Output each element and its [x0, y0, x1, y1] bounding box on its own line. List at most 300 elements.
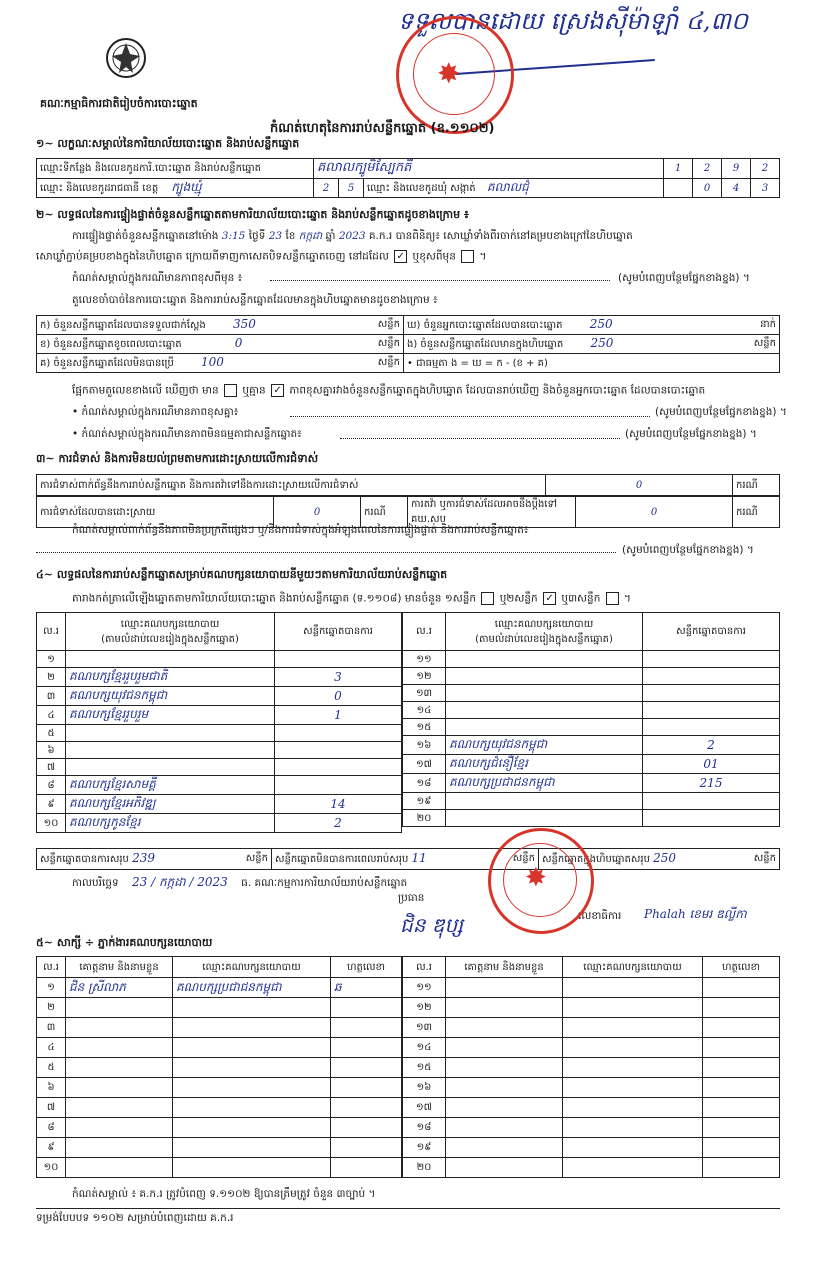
- result-right-party-cell: [446, 702, 643, 719]
- result-right-party-cell: [446, 651, 643, 668]
- result-right-row: [403, 755, 780, 774]
- witness-left-name-cell: [66, 1118, 173, 1138]
- footer-divider: [36, 1208, 780, 1209]
- figure-row-c: [37, 354, 404, 373]
- tally-sheets-line: តារាងកត់ត្រាលើឡើងឆ្នោតតាមការិយាល័យបោះឆ្នោត និងរាប់សន្លឹកឆ្នោត (ទ.១១០៨) មានចំនួន ១សន្លឹក ឬ២សន្លឹក ✓ ឬ៣សន្លឹក ។: [72, 592, 631, 605]
- witness-right-name-cell: [446, 1098, 563, 1118]
- figure-d-unit: នាក់: [760, 319, 776, 330]
- resolved-label: ការជំទាស់ដែលបានដោះស្រាយ: [37, 497, 274, 528]
- result-left-row: [37, 814, 402, 833]
- witness-right-sign-cell: [703, 998, 780, 1018]
- result-left-party-cell: គណបក្សខ្មែរសាមគ្គី: [66, 776, 275, 795]
- verification-year: 2023: [338, 230, 366, 242]
- commune-cell: [364, 179, 664, 198]
- witness-left-name-cell: [66, 1018, 173, 1038]
- figure-a-value: 350: [232, 317, 256, 331]
- result-right-row: [403, 774, 780, 793]
- witness-right-no-cell: ២០: [403, 1158, 446, 1178]
- results-table-left: [36, 612, 402, 833]
- witness-left-no-cell: ៦: [37, 1078, 66, 1098]
- witness-right-sign-cell: [703, 1138, 780, 1158]
- figure-b-label: ខ) ចំនួនសន្លឹកឆ្នោតខូចពេលបោះឆ្នោត: [40, 339, 182, 350]
- nec-logo: [104, 34, 148, 84]
- wrong-checkbox[interactable]: [461, 250, 474, 263]
- col-party: [66, 613, 275, 651]
- witness-left-sign-cell: ឆ: [331, 978, 402, 998]
- col-votes: សន្លឹកឆ្នោតបានការ: [275, 613, 402, 651]
- result-left-votes-cell: 2: [275, 814, 402, 833]
- chair-signature: ជិន ឌុប្ស: [400, 913, 464, 937]
- result-left-no-cell: ៨: [37, 776, 66, 795]
- witness-left-party-cell: [173, 1058, 331, 1078]
- discrepancy-line: [72, 384, 705, 400]
- result-left-party-cell: [66, 725, 275, 742]
- witness-left-row: [37, 1098, 402, 1118]
- result-left-no-cell: ៧: [37, 759, 66, 776]
- commune-value: គលាលជុំ: [486, 180, 529, 194]
- witness-left-sign-cell: [331, 1158, 402, 1178]
- witness-table-left: [36, 956, 402, 1178]
- witness-left-no-cell: ១០: [37, 1158, 66, 1178]
- verification-text-a: ការផ្ទៀងផ្ទាត់ចំនួនសន្លឹកឆ្នោតនៅម៉ោង: [72, 230, 219, 242]
- section2-heading: ២~ លទ្ធផលនៃការផ្ទៀងផ្ទាត់ចំនួនសន្លឹកឆ្នោតតាមការិយាល័យបោះឆ្នោត និងរាប់សន្លឹកឆ្នោតដូចខាងក្រោម ៖: [36, 208, 469, 221]
- result-left-row: [37, 795, 402, 814]
- result-left-row: [37, 776, 402, 795]
- total-box-value: 250: [653, 851, 677, 865]
- commission-name: គណៈកម្មាធិការជាតិរៀបចំការបោះឆ្នោត: [40, 97, 198, 110]
- col-party-right: [446, 613, 643, 651]
- witness-right-party-cell: [563, 998, 703, 1018]
- result-right-votes-cell: [643, 668, 780, 685]
- result-right-row: [403, 736, 780, 755]
- result-left-votes-cell: [275, 759, 402, 776]
- figure-row-e: [404, 335, 780, 354]
- witness-right-name-cell: [446, 1058, 563, 1078]
- witness-right-party-cell: [563, 1058, 703, 1078]
- wit-col-name-right: គោត្តនាម និងនាមខ្លួន: [446, 957, 563, 978]
- result-right-no-cell: ២០: [403, 810, 446, 827]
- witness-right-row: [403, 978, 780, 998]
- witness-right-party-cell: [563, 1038, 703, 1058]
- complaints-unit: ករណី: [733, 475, 780, 496]
- result-left-party-cell: [66, 759, 275, 776]
- result-left-row: [37, 725, 402, 742]
- difference-note-backside: (សូមបំពេញបន្ថែមផ្នែកខាងខ្នង) ។: [618, 272, 750, 284]
- result-left-party-cell: គណបក្សយុវជនកម្ពុជា: [66, 687, 275, 706]
- complaints-table: [36, 474, 780, 496]
- witness-right-party-cell: [563, 978, 703, 998]
- witness-left-no-cell: ៩: [37, 1138, 66, 1158]
- result-right-votes-cell: 01: [643, 755, 780, 774]
- same-checkbox[interactable]: ✓: [394, 250, 407, 263]
- complaints-value: 0: [546, 475, 733, 496]
- verification-month: កក្កដា: [298, 230, 323, 242]
- total-valid-unit: សន្លឹក: [245, 853, 268, 864]
- result-left-row: [37, 687, 402, 706]
- signed-by: ធ. គណៈកម្មការការិយាល័យរាប់សន្លឹកឆ្នោត: [241, 877, 408, 889]
- witness-right-row: [403, 1078, 780, 1098]
- figure-b-value: 0: [234, 336, 243, 350]
- figure-e-label: ង) ចំនួនសន្លឹកឆ្នោតដែលមានក្នុងហិបឆ្នោត: [407, 339, 564, 350]
- result-right-no-cell: ១៤: [403, 702, 446, 719]
- witness-right-name-cell: [446, 1158, 563, 1178]
- location-code-4: 2: [751, 159, 780, 179]
- result-right-party-cell: [446, 719, 643, 736]
- result-left-votes-cell: 3: [275, 668, 402, 687]
- witness-right-party-cell: [563, 1098, 703, 1118]
- secretary-label: លេខាធិការ: [578, 910, 622, 922]
- figure-c-unit: សន្លឹក: [377, 357, 400, 368]
- figure-a-unit: សន្លឹក: [377, 319, 400, 330]
- total-valid-cell: [37, 849, 272, 870]
- totals-table: [36, 848, 780, 870]
- irregularity-dots: [36, 552, 616, 553]
- witness-left-sign-cell: [331, 1098, 402, 1118]
- witness-left-no-cell: ៨: [37, 1118, 66, 1138]
- result-right-party-cell: [446, 793, 643, 810]
- result-left-votes-cell: [275, 776, 402, 795]
- figure-row-b: [37, 335, 404, 354]
- handwritten-header: ទទួលបានដោយ ស្រេងស៊ីម៉ាឡាំ ៤,៣០: [398, 7, 748, 35]
- witness-left-sign-cell: [331, 1078, 402, 1098]
- witness-right-party-cell: [563, 1138, 703, 1158]
- bullet-difference-backside: (សូមបំពេញបន្ថែមផ្នែកខាងខ្នង) ។: [655, 406, 787, 418]
- discrepancy-text-c: ភាពខុសគ្នារវាងចំនួនសន្លឹកឆ្នោតក្នុងហិបឆ្នោត ដែលបានរាប់ឃើញ និងចំនួនអ្នកបោះឆ្នោត ដែលបានបោះឆ្នោត: [289, 384, 706, 397]
- witness-left-no-cell: ៣: [37, 1018, 66, 1038]
- witness-right-no-cell: ១៣: [403, 1018, 446, 1038]
- date-value: 23 / កក្កដា / 2023: [132, 875, 228, 889]
- result-right-party-cell: [446, 685, 643, 702]
- witness-left-sign-cell: [331, 1118, 402, 1138]
- province-label: [37, 179, 314, 198]
- tally-intro: តារាងកត់ត្រាលើឡើងឆ្នោតតាមការិយាល័យបោះឆ្នោត និងរាប់សន្លឹកឆ្នោត (ទ.១១០៨) មានចំនួន ១សន្លឹក: [72, 592, 477, 605]
- witness-left-sign-cell: [331, 1038, 402, 1058]
- witness-left-name-cell: ជិន ស្រីលាភ: [66, 978, 173, 998]
- result-right-no-cell: ១៩: [403, 793, 446, 810]
- discrepancy-no-checkbox[interactable]: ✓: [271, 384, 284, 397]
- witness-left-no-cell: ៤: [37, 1038, 66, 1058]
- witness-left-row: [37, 1158, 402, 1178]
- witness-right-no-cell: ១៨: [403, 1118, 446, 1138]
- result-right-row: [403, 719, 780, 736]
- result-left-votes-cell: 14: [275, 795, 402, 814]
- witness-right-sign-cell: [703, 1118, 780, 1138]
- result-left-no-cell: ៩: [37, 795, 66, 814]
- result-right-party-cell: គណបក្សប្រជាជនកម្ពុជា: [446, 774, 643, 793]
- figure-row-d: [404, 316, 780, 335]
- result-left-party-cell: [66, 651, 275, 668]
- bullet-abnormal-backside: (សូមបំពេញបន្ថែមផ្នែកខាងខ្នង) ។: [625, 428, 757, 440]
- result-right-row: [403, 685, 780, 702]
- witness-right-party-cell: [563, 1118, 703, 1138]
- appeal-label: ការតវ៉ា ឬការជំទាស់ដែលអាចនឹងប្តឹងទៅ គឃ.សប: [408, 497, 576, 528]
- verification-text-b: គ.ក.រ បានពិនិត្យ៖ សោឃ្លាំទាំងពីរចាក់នៅគម្របខាងក្រៅនៃហិបឆ្នោត: [368, 230, 633, 242]
- result-right-party-cell: គណបក្សជំនឿខ្មែរ: [446, 755, 643, 774]
- secretary-name: Phalah ខេមរ ឌល្លីកា: [644, 907, 747, 921]
- complaints-label: ការជំទាស់ពាក់ព័ន្ធនឹងការរាប់សន្លឹកឆ្នោត និងការតវ៉ាទៅនឹងការដោះស្រាយលើការជំទាស់: [37, 475, 546, 496]
- result-left-votes-cell: 1: [275, 706, 402, 725]
- witness-right-no-cell: ១៤: [403, 1038, 446, 1058]
- witness-right-row: [403, 1058, 780, 1078]
- witness-left-row: [37, 1058, 402, 1078]
- result-right-party-cell: គណបក្សយុវជនកម្ពុជា: [446, 736, 643, 755]
- official-seal-middle: ✸: [488, 828, 594, 934]
- witness-left-no-cell: ១: [37, 978, 66, 998]
- witness-left-row: [37, 978, 402, 998]
- witness-right-sign-cell: [703, 1058, 780, 1078]
- month-label: ខែ: [285, 230, 296, 242]
- total-valid-value: 239: [132, 851, 155, 865]
- discrepancy-text-a: ផ្អែកតាមតួលេខខាងលើ ឃើញថា មាន: [72, 384, 219, 397]
- witness-left-sign-cell: [331, 1018, 402, 1038]
- witness-left-sign-cell: [331, 1138, 402, 1158]
- figure-d-value: 250: [589, 317, 613, 331]
- province-value: ក្បូងឃ្មុំ: [171, 180, 202, 194]
- witness-right-row: [403, 998, 780, 1018]
- witness-right-sign-cell: [703, 1078, 780, 1098]
- witness-left-party-cell: [173, 1098, 331, 1118]
- result-right-votes-cell: [643, 651, 780, 668]
- result-left-votes-cell: [275, 725, 402, 742]
- result-left-row: [37, 706, 402, 725]
- result-left-votes-cell: 0: [275, 687, 402, 706]
- result-left-row: [37, 668, 402, 687]
- result-left-row: [37, 651, 402, 668]
- two-sheet-checkbox[interactable]: ✓: [543, 592, 556, 605]
- result-left-party-cell: គណបក្សខ្មែររួបរួមជាតិ: [66, 668, 275, 687]
- figure-formula: • ជាធម្មតា ង = ឃ = ក - (ខ + គ): [404, 354, 780, 373]
- witness-left-no-cell: ៥: [37, 1058, 66, 1078]
- witness-right-no-cell: ១១: [403, 978, 446, 998]
- verification-time: 3:15: [221, 230, 246, 242]
- result-left-row: [37, 742, 402, 759]
- witness-right-name-cell: [446, 1138, 563, 1158]
- wit-col-sign: ហត្ថលេខា: [331, 957, 402, 978]
- year-label: ឆ្នាំ: [325, 230, 336, 242]
- section1-heading: ១~ លក្ខណៈសម្គាល់នៃការិយាល័យបោះឆ្នោត និងរាប់សន្លឹកឆ្នោត: [36, 137, 300, 150]
- witness-right-party-cell: [563, 1078, 703, 1098]
- result-right-votes-cell: [643, 793, 780, 810]
- figure-e-value: 250: [590, 336, 614, 350]
- result-left-no-cell: ១០: [37, 814, 66, 833]
- section1-table: [36, 158, 780, 198]
- discrepancy-text-b: ឬគ្មាន: [242, 384, 266, 397]
- section5-heading: ៥~ សាក្សី ÷ ភ្នាក់ងារគណបក្សនយោបាយ: [36, 936, 213, 949]
- result-left-votes-cell: [275, 742, 402, 759]
- result-right-row: [403, 793, 780, 810]
- resolved-value: 0: [274, 497, 361, 528]
- three-sheet-checkbox[interactable]: [606, 592, 619, 605]
- date-label: កាលបរិច្ឆេទ: [72, 877, 119, 889]
- form-footer: ទម្រង់បែបបទ ១១០២ សម្រាប់បំពេញដោយ គ.ក.រ: [36, 1212, 234, 1224]
- discrepancy-yes-checkbox[interactable]: [224, 384, 237, 397]
- figure-d-label: ឃ) ចំនួនអ្នកបោះឆ្នោតដែលបានបោះឆ្នោត: [407, 320, 563, 331]
- province-label-text: ឈ្មោះ និងលេខកូដរាជធានី ខេត្ត: [40, 183, 159, 194]
- result-right-row: [403, 810, 780, 827]
- day-label: ថ្ងៃទី: [248, 230, 266, 242]
- location-value: គលាលក្បូមិស្បែកតី: [314, 159, 664, 179]
- figure-c-value: 100: [201, 355, 224, 369]
- total-invalid-label: សន្លឹកឆ្នោតមិនបានការពេលរាប់សរុប: [275, 854, 409, 865]
- one-sheet-checkbox[interactable]: [481, 592, 494, 605]
- witness-right-sign-cell: [703, 978, 780, 998]
- figure-a-label: ក) ចំនួនសន្លឹកឆ្នោតដែលបានទទួលជាក់ស្តែង: [40, 320, 206, 331]
- witness-left-name-cell: [66, 1158, 173, 1178]
- witness-right-name-cell: [446, 1038, 563, 1058]
- verification-text-2: សោឃ្លាំភ្ជាប់គម្របខាងក្នុងនៃហិបឆ្នោត ក្រោយពីទាញកាសេតបិទសន្លឹកឆ្នោតចេញ នៅដដែល: [36, 250, 389, 263]
- three-sheet-label: ឬ៣សន្លឹក: [561, 592, 601, 605]
- location-code-3: 9: [722, 159, 751, 179]
- location-label: ឈ្មោះទីកន្លែង និងលេខកូដការិ.បោះឆ្នោត និងរាប់សន្លឹកឆ្នោត: [37, 159, 314, 179]
- witness-left-name-cell: [66, 1138, 173, 1158]
- witness-right-row: [403, 1118, 780, 1138]
- wit-col-sign-right: ហត្ថលេខា: [703, 957, 780, 978]
- two-sheet-label: ឬ២សន្លឹក: [499, 592, 538, 605]
- location-code-2: 2: [693, 159, 722, 179]
- appeal-unit: ករណី: [733, 497, 780, 528]
- result-left-party-cell: [66, 742, 275, 759]
- col-votes-right: សន្លឹកឆ្នោតបានការ: [643, 613, 780, 651]
- bullet-abnormal-dots: [340, 438, 620, 439]
- figure-b-unit: សន្លឹក: [377, 338, 400, 349]
- witness-right-no-cell: ១៧: [403, 1098, 446, 1118]
- total-box-label: សន្លឹកឆ្នោតក្នុងហិបឆ្នោតសរុប: [542, 854, 650, 865]
- witness-right-party-cell: [563, 1018, 703, 1038]
- result-left-party-cell: គណបក្សខ្មែរអភិវឌ្ឍ: [66, 795, 275, 814]
- result-left-party-cell: គណបក្សកូនខ្មែរ: [66, 814, 275, 833]
- difference-note-dots: [270, 280, 610, 281]
- witness-right-no-cell: ១២: [403, 998, 446, 1018]
- witness-right-name-cell: [446, 1078, 563, 1098]
- form-title: កំណត់ហេតុនៃការរាប់សន្លឹកឆ្នោត (ឧ.១១០២): [270, 121, 495, 136]
- result-right-row: [403, 651, 780, 668]
- witness-left-row: [37, 1078, 402, 1098]
- figures-intro: តួលេខចាំបាច់នៃការបោះឆ្នោត និងការរាប់សន្លឹកឆ្នោតដែលមានក្នុងហិបឆ្នោតមានដូចខាងក្រោម ៖: [72, 294, 438, 306]
- result-left-no-cell: ៦: [37, 742, 66, 759]
- section4-heading: ៤~ លទ្ធផលនៃការរាប់សន្លឹកឆ្នោតសម្រាប់គណបក្សនយោបាយនីមួយៗតាមការិយាល័យរាប់សន្លឹកឆ្នោត: [36, 568, 448, 581]
- witness-left-party-cell: [173, 1078, 331, 1098]
- commune-code-3: 3: [751, 179, 780, 198]
- witness-left-row: [37, 1038, 402, 1058]
- col-no-right: ល.រ: [403, 613, 446, 651]
- witness-table-right: [402, 956, 780, 1178]
- witness-right-row: [403, 1018, 780, 1038]
- result-right-party-cell: [446, 810, 643, 827]
- witness-left-party-cell: [173, 1138, 331, 1158]
- witness-right-no-cell: ១៦: [403, 1078, 446, 1098]
- appeal-value: 0: [576, 497, 733, 528]
- irregularity-note: កំណត់សម្គាល់ពាក់ព័ន្ធនឹងភាពមិនប្រក្រតីផ្សេងៗ ឬ/និងការជំទាស់ក្នុងអំឡុងពេលនៃការផ្ទៀងផ្ទាត់ និងការរាប់សន្លឹកឆ្នោត៖: [72, 524, 529, 536]
- figure-row-a: [37, 316, 404, 335]
- or-wrong-label: ឬខុសពីមុន: [412, 250, 456, 263]
- verification-line-1: [72, 230, 782, 245]
- col-party-right-sub: (តាមលំដាប់លេខរៀងក្នុងសន្លឹកឆ្នោត): [475, 633, 613, 645]
- witness-right-row: [403, 1138, 780, 1158]
- witness-right-name-cell: [446, 978, 563, 998]
- result-right-no-cell: ១៧: [403, 755, 446, 774]
- province-code-1: 2: [314, 179, 339, 198]
- result-right-no-cell: ១៥: [403, 719, 446, 736]
- witness-right-row: [403, 1158, 780, 1178]
- result-right-votes-cell: 215: [643, 774, 780, 793]
- witness-left-party-cell: គណបក្សប្រជាជនកម្ពុជា: [173, 978, 331, 998]
- witness-right-sign-cell: [703, 1158, 780, 1178]
- wit-col-no-right: ល.រ: [403, 957, 446, 978]
- result-left-no-cell: ៣: [37, 687, 66, 706]
- figure-c-label: គ) ចំនួនសន្លឹកឆ្នោតដែលមិនបានប្រើ: [40, 358, 174, 369]
- witness-left-party-cell: [173, 1038, 331, 1058]
- result-right-no-cell: ១២: [403, 668, 446, 685]
- wit-col-party: ឈ្មោះគណបក្សនយោបាយ: [173, 957, 331, 978]
- bullet-abnormal: • កំណត់សម្គាល់ក្នុងករណីមានភាពមិនធម្មតាជាសន្លឹកឆ្នោត៖: [72, 428, 302, 440]
- witness-left-no-cell: ៧: [37, 1098, 66, 1118]
- wit-col-party-right: ឈ្មោះគណបក្សនយោបាយ: [563, 957, 703, 978]
- result-right-votes-cell: [643, 719, 780, 736]
- commune-code-blank: [664, 179, 693, 198]
- wit-col-name: គោត្តនាម និងនាមខ្លួន: [66, 957, 173, 978]
- witness-left-sign-cell: [331, 998, 402, 1018]
- results-table-right: [402, 612, 780, 827]
- witness-left-row: [37, 1018, 402, 1038]
- witness-left-party-cell: [173, 1158, 331, 1178]
- result-left-no-cell: ១: [37, 651, 66, 668]
- col-party-label: ឈ្មោះគណបក្សនយោបាយ: [120, 618, 220, 630]
- witness-left-row: [37, 998, 402, 1018]
- witness-right-no-cell: ១៥: [403, 1058, 446, 1078]
- total-valid-label: សន្លឹកឆ្នោតបានការសរុប: [40, 854, 129, 865]
- witness-right-row: [403, 1038, 780, 1058]
- witness-right-no-cell: ១៩: [403, 1138, 446, 1158]
- commune-code-1: 0: [693, 179, 722, 198]
- verification-day: 23: [268, 230, 283, 242]
- witness-left-name-cell: [66, 1078, 173, 1098]
- witness-right-sign-cell: [703, 1018, 780, 1038]
- witness-left-row: [37, 1118, 402, 1138]
- ballot-figures-table: [36, 315, 780, 373]
- witness-left-row: [37, 1138, 402, 1158]
- witness-right-row: [403, 1098, 780, 1118]
- col-party-right-label: ឈ្មោះគណបក្សនយោបាយ: [494, 618, 594, 630]
- result-left-row: [37, 759, 402, 776]
- date-line: [72, 874, 407, 892]
- section3-heading: ៣~ ការជំទាស់ និងការមិនយល់ព្រមតាមការដោះស្រាយលើការជំទាស់: [36, 452, 319, 465]
- footnote: កំណត់សម្គាល់ ៖ គ.ក.រ ត្រូវបំពេញ ទ.១១០២ ឱ្យបានត្រឹមត្រូវ ចំនួន ៣ច្បាប់ ។: [72, 1188, 376, 1200]
- result-right-row: [403, 668, 780, 685]
- figure-e-unit: សន្លឹក: [753, 338, 776, 349]
- result-right-party-cell: [446, 668, 643, 685]
- difference-note-label: កំណត់សម្គាល់ក្នុងករណីមានភាពខុសពីមុន ៖: [72, 272, 243, 284]
- chair-label: ប្រធាន: [398, 892, 425, 904]
- result-left-no-cell: ៥: [37, 725, 66, 742]
- witness-right-name-cell: [446, 1118, 563, 1138]
- irregularity-backside: (សូមបំពេញបន្ថែមផ្នែកខាងខ្នង) ។: [622, 544, 754, 556]
- official-seal-top: ✸: [396, 16, 514, 134]
- result-right-row: [403, 702, 780, 719]
- result-right-votes-cell: [643, 702, 780, 719]
- result-left-no-cell: ២: [37, 668, 66, 687]
- result-right-votes-cell: 2: [643, 736, 780, 755]
- result-right-votes-cell: [643, 685, 780, 702]
- verification-line-2: សោឃ្លាំភ្ជាប់គម្របខាងក្នុងនៃហិបឆ្នោត ក្រោយពីទាញកាសេតបិទសន្លឹកឆ្នោតចេញ នៅដដែល ✓ ឬខុសពីមុន ។: [36, 250, 487, 263]
- bullet-difference-dots: [290, 416, 650, 417]
- resolved-unit: ករណី: [361, 497, 408, 528]
- total-invalid-value: 11: [411, 851, 427, 865]
- location-code-1: 1: [664, 159, 693, 179]
- witness-left-no-cell: ២: [37, 998, 66, 1018]
- witness-left-party-cell: [173, 1018, 331, 1038]
- witness-right-name-cell: [446, 998, 563, 1018]
- witness-right-party-cell: [563, 1158, 703, 1178]
